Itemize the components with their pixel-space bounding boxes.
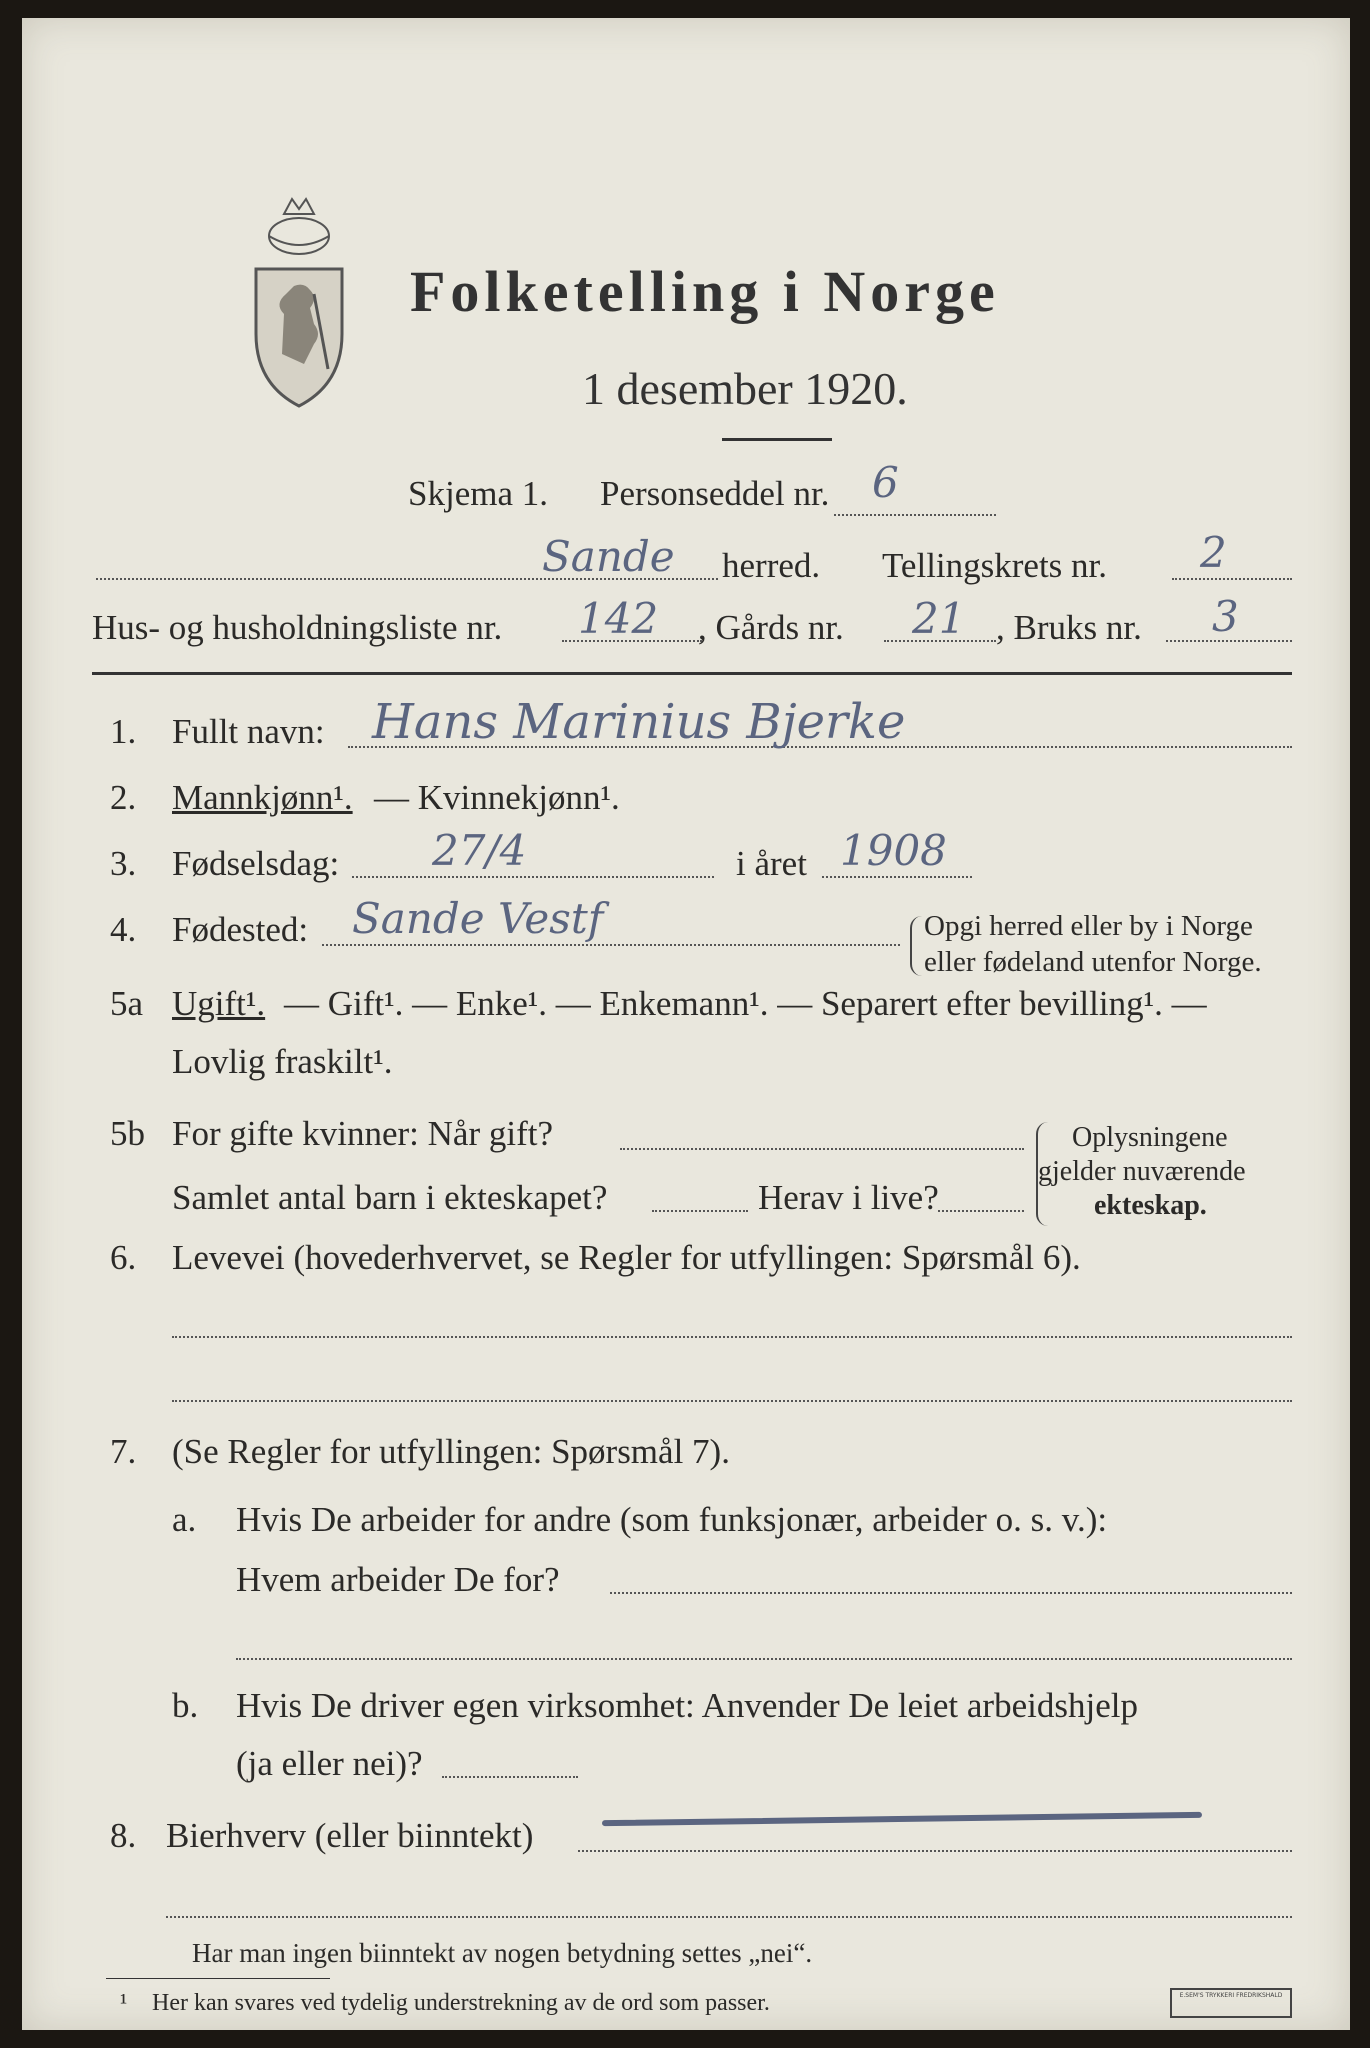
footnote-text: Her kan svares ved tydelig understrekning av de ord som passer. [152,1990,770,2016]
q7a-extra-line[interactable] [236,1658,1292,1660]
census-form-page [22,18,1350,2030]
q7-text: (Se Regler for utfyllingen: Spørsmål 7). [172,1432,730,1471]
q7a-text: Hvis De arbeider for andre (som funksjonær, arbeider o. s. v.): [236,1500,1108,1539]
q5b-note-line3: ekteskap. [1094,1190,1207,1221]
q5b-when-married-label: For gifte kvinner: Når gift? [172,1114,554,1153]
gards-label: , Gårds nr. [698,608,844,647]
unmarried-option[interactable]: Ugift¹. [172,984,266,1023]
q6-answer-line2[interactable] [172,1400,1292,1402]
personseddel-value[interactable]: 6 [872,458,899,507]
q3-field-line [352,876,714,878]
q5b-note-line2: gjelder nuværende [1038,1156,1246,1187]
skjema-label: Skjema 1. [408,474,548,513]
q4-label: Fødested: [172,910,309,949]
q5b-children-line [652,1210,748,1212]
personseddel-label: Personseddel nr. [600,474,830,513]
tellingskrets-value[interactable]: 2 [1200,528,1227,577]
q8-number: 8. [110,1816,137,1855]
q2-number: 2. [110,778,137,817]
q7a-employer-line[interactable] [610,1592,1292,1594]
personseddel-field-line [834,514,996,516]
q4-bracket [910,916,922,976]
divorced-option[interactable]: Lovlig fraskilt¹. [172,1042,393,1081]
birth-year-value[interactable]: 1908 [840,826,947,875]
q6-text: Levevei (hovederhvervet, se Regler for utfyllingen: Spørsmål 6). [172,1238,1081,1277]
nei-note: Har man ingen biinntekt av nogen betydning settes „nei“. [192,1938,813,1968]
birthday-value[interactable]: 27/4 [432,826,527,875]
tellingskrets-label: Tellingskrets nr. [882,546,1108,585]
printer-stamp: E.SEM'S TRYKKERI FREDRIKSHALD [1170,1988,1292,2018]
q1-label: Fullt navn: [172,712,325,751]
footnote-divider [106,1978,330,1979]
header-divider [92,672,1292,675]
q4-number: 4. [110,910,137,949]
q5b-number: 5b [110,1114,145,1153]
gards-value[interactable]: 21 [912,594,966,643]
footnote-marker: ¹ [120,1990,128,2016]
full-name-value[interactable]: Hans Marinius Bjerke [372,694,906,750]
herred-value[interactable]: Sande [542,532,675,581]
q6-answer-line1[interactable] [172,1336,1292,1338]
q7b-text: Hvis De driver egen virksomhet: Anvender De leiet arbeidshjelp [236,1686,1138,1725]
q7a-employer-label: Hvem arbeider De for? [236,1560,560,1599]
bruks-value[interactable]: 3 [1212,592,1239,641]
q5a-number: 5a [110,984,144,1023]
tellingskrets-field-line [1172,578,1292,580]
herred-label: herred. [722,546,821,585]
q6-number: 6. [110,1238,137,1277]
female-option[interactable]: — Kvinnekjønn¹. [374,778,620,817]
title-divider [722,438,832,441]
q5b-when-married-line [620,1148,1024,1150]
q5b-alive-label: Herav i live? [758,1178,939,1217]
q3-number: 3. [110,844,137,883]
bruks-label: , Bruks nr. [996,608,1142,647]
q4-field-line [322,944,900,946]
q5b-alive-line [938,1210,1024,1212]
husliste-label: Hus- og husholdningsliste nr. [92,608,503,647]
q5b-note-line1: Oplysningene [1072,1122,1228,1153]
husliste-value[interactable]: 142 [578,594,659,643]
q3-year-field-line [822,876,972,878]
norway-coat-of-arms-icon [244,194,354,414]
q8-extra-line[interactable] [166,1916,1292,1918]
q8-field-line[interactable] [578,1850,1292,1852]
q7b-letter: b. [172,1686,199,1725]
census-date: 1 desember 1920. [582,363,908,414]
q7b-yes-no-label: (ja eller nei)? [236,1744,423,1783]
q5b-children-label: Samlet antal barn i ekteskapet? [172,1178,608,1217]
form-title: Folketelling i Norge [410,259,1000,324]
q3-label: Fødselsdag: [172,844,340,883]
q4-note-line2: eller fødeland utenfor Norge. [924,946,1262,978]
male-option[interactable]: Mannkjønn¹. [172,778,353,817]
q3-year-label: i året [736,844,807,883]
q4-note-line1: Opgi herred eller by i Norge [924,910,1253,942]
birthplace-value[interactable]: Sande Vestf [352,894,604,943]
q8-handwritten-dash [602,1812,1202,1826]
q1-number: 1. [110,712,137,751]
q7b-yes-no-line[interactable] [442,1776,578,1778]
q7a-letter: a. [172,1500,197,1539]
q8-text: Bierhverv (eller biinntekt) [166,1816,534,1855]
marital-options[interactable]: — Gift¹. — Enke¹. — Enkemann¹. — Separert efter bevilling¹. — [284,984,1207,1023]
q7-number: 7. [110,1432,137,1471]
